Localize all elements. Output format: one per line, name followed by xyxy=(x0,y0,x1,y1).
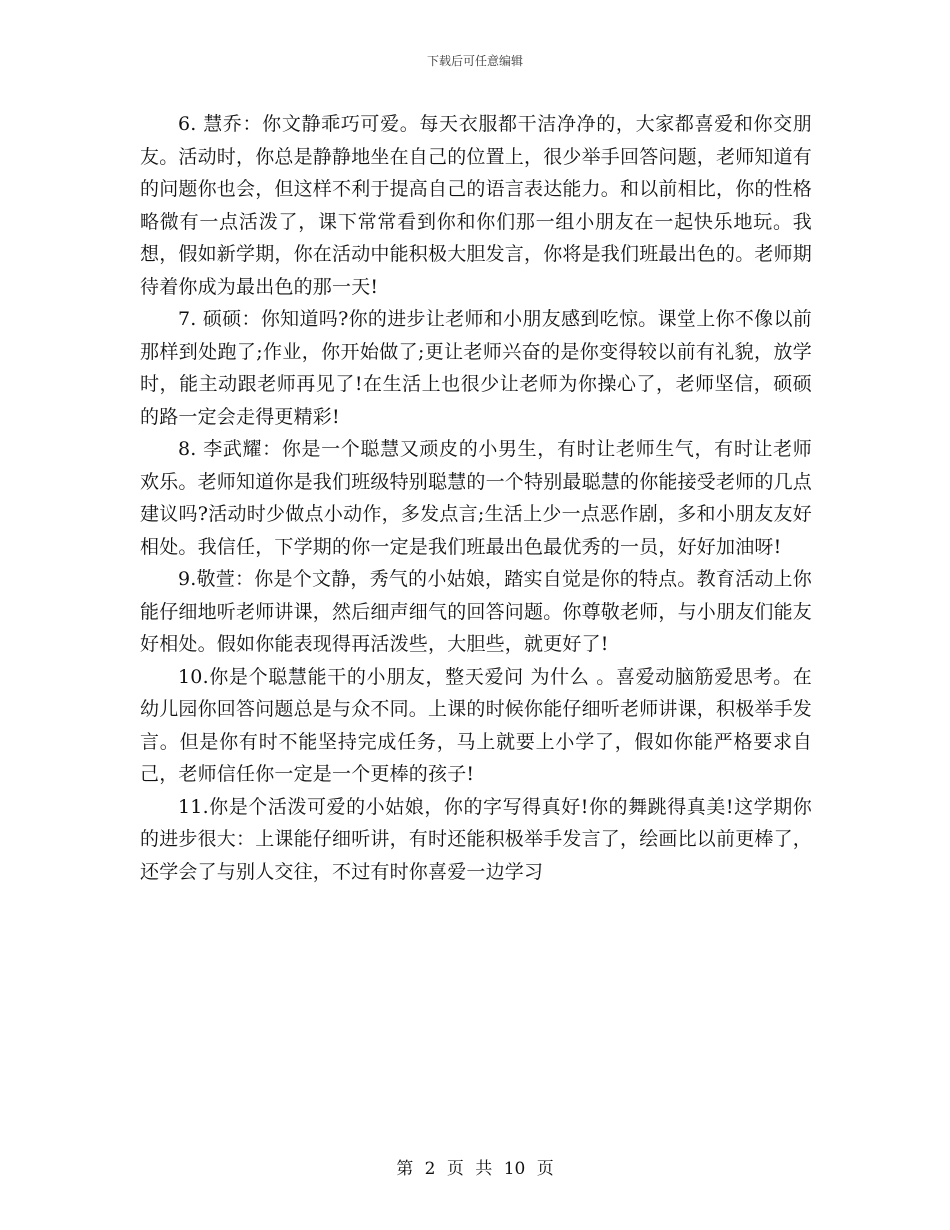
paragraph-10: 10.你是个聪慧能干的小朋友，整天爱问 为什么 。喜爱动脑筋爱思考。在幼儿园你回答问题总是与众不同。上课的时候你能仔细听老师讲课，积极举手发言。但是你有时不能坚持完成任务，马上就要上小学了，假如你能严格要求自己，老师信任你一定是一个更棒的孩子! xyxy=(140,665,813,785)
page-header: 下载后可任意编辑 xyxy=(426,54,523,68)
document-body xyxy=(140,108,812,888)
paragraph-6: 6. 慧乔：你文静乖巧可爱。每天衣服都干洁净净的，大家都喜爱和你交朋友。活动时，你总是静静地坐在自己的位置上，很少举手回答问题，老师知道有的问题你也会，但这样不利于提高自己的语言表达能力。和以前相比，你的性格略微有一点活泼了，课下常常看到你和你们那一组小朋友在一起快乐地玩。我想，假如新学期，你在活动中能积极大胆发言，你将是我们班最出色的。老师期待着你成为最出色的那一天! xyxy=(140,113,813,298)
paragraph-8: 8. 李武耀：你是一个聪慧又顽皮的小男生，有时让老师生气，有时让老师欢乐。老师知道你是我们班级特别聪慧的一个特别最聪慧的你能接受老师的几点建议吗?活动时少做点小动作，多发点言;生活上少一点恶作剧，多和小朋友友好相处。我信任，下学期的你一定是我们班最出色最优秀的一员，好好加油呀! xyxy=(140,438,813,558)
paragraph-11: 11.你是个活泼可爱的小姑娘，你的字写得真好!你的舞跳得真美!这学期你的进步很大：上课能仔细听讲，有时还能积极举手发言了，绘画比以前更棒了，还学会了与别人交往，不过有时你喜爱一边学习 xyxy=(140,795,813,883)
page-number-footer: 第 2 页 共 10 页 xyxy=(396,1159,554,1179)
paragraph-7: 7. 硕硕：你知道吗?你的进步让老师和小朋友感到吃惊。课堂上你不像以前那样到处跑了;作业，你开始做了;更让老师兴奋的是你变得较以前有礼貌，放学时，能主动跟老师再见了!在生活上也很少让老师为你操心了，老师坚信，硕硕的路一定会走得更精彩! xyxy=(140,308,812,428)
paragraph-9: 9.敬萱：你是个文静，秀气的小姑娘，踏实自觉是你的特点。教育活动上你能仔细地听老师讲课，然后细声细气的回答问题。你尊敬老师，与小朋友们能友好相处。假如你能表现得再活泼些，大胆些，就更好了! xyxy=(140,568,813,655)
